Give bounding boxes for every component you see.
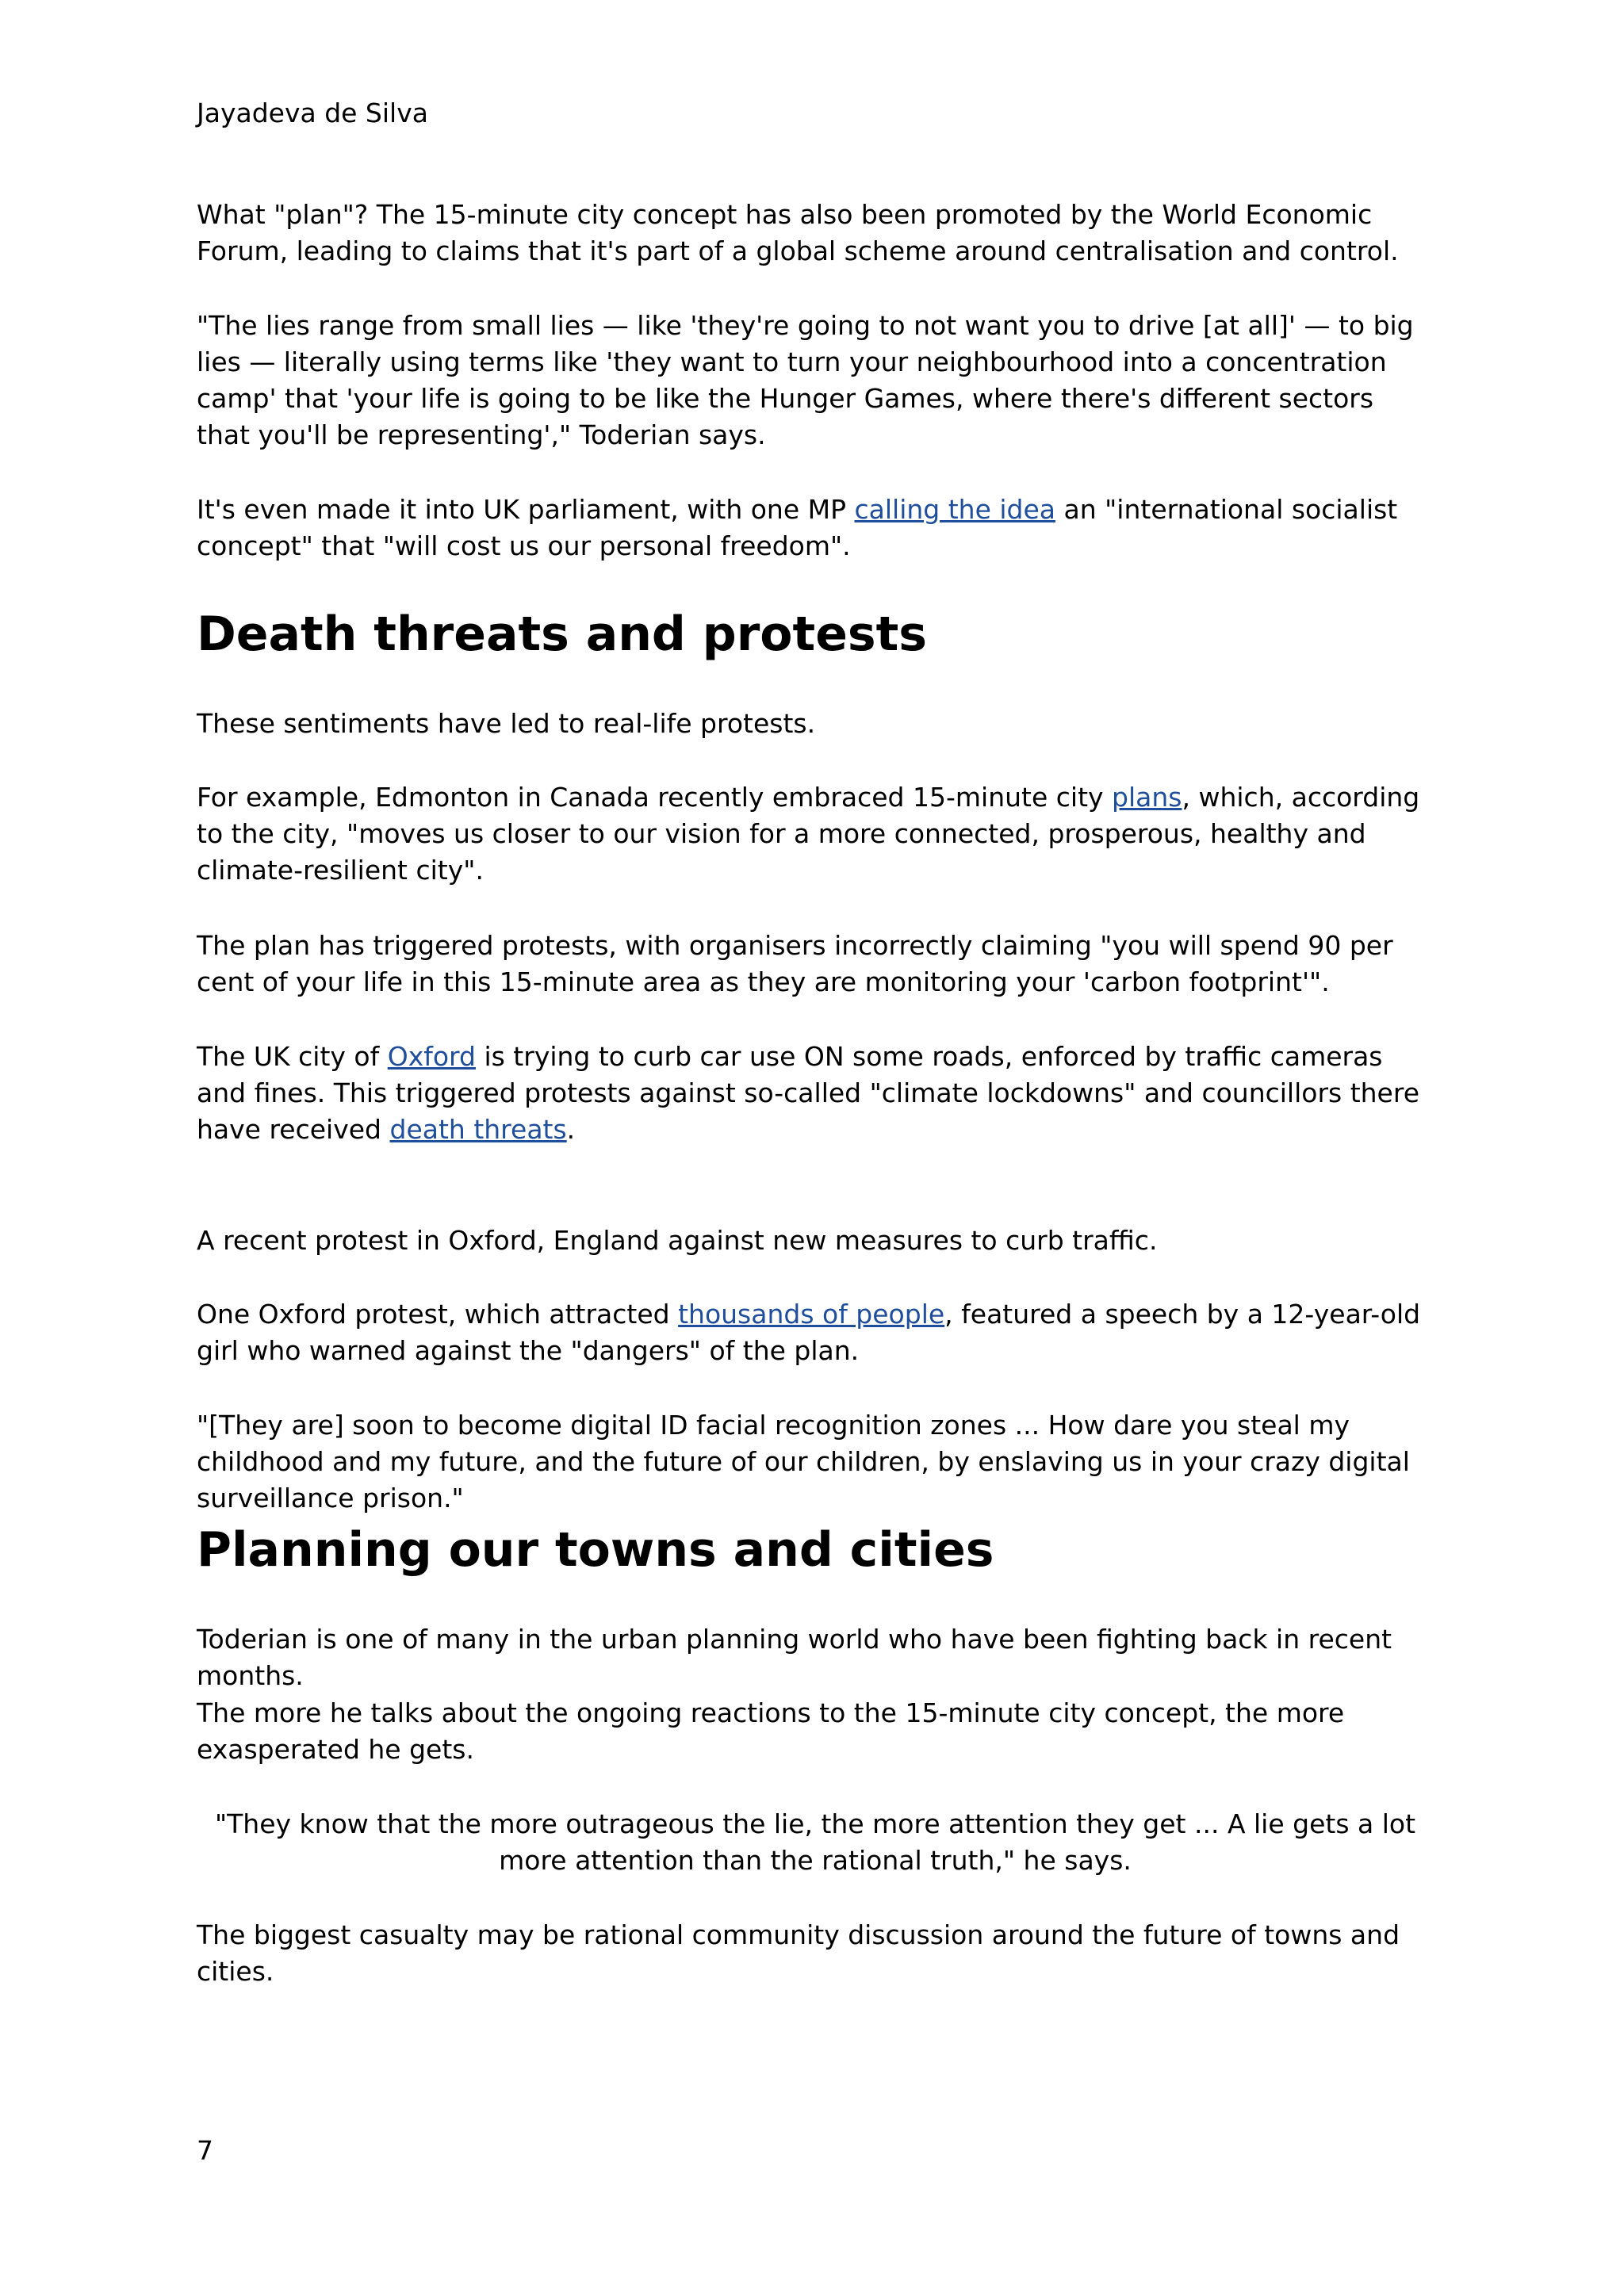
paragraph: "[They are] soon to become digital ID facial recognition zones ... How dare you steal my childhood and my future, and the future of our children, by enslaving us in your crazy digital surveillance prison." (197, 1410, 1410, 1513)
paragraph (197, 1296, 1434, 1369)
paragraph: The plan has triggered protests, with organisers incorrectly claiming "you will spend 90 per cent of your life in this 15-minute area as they are monitoring your 'carbon footprint'". (197, 930, 1393, 997)
death-threats-link[interactable]: death threats (389, 1114, 567, 1145)
pull-quote: "They know that the more outrageous the lie, the more attention they get ... A lie gets a lot more attention than the rational truth," he says. (214, 1808, 1416, 1876)
paragraph: The biggest casualty may be rational community discussion around the future of towns and cities. (197, 1919, 1400, 1987)
section-heading-death-threats: Death threats and protests (197, 607, 928, 662)
header-author: Jayadeva de Silva (197, 98, 428, 128)
plans-link[interactable]: plans (1112, 782, 1182, 813)
paragraph: The more he talks about the ongoing reactions to the 15-minute city concept, the more exasperated he gets. (197, 1697, 1345, 1765)
thousands-of-people-link[interactable]: thousands of people (678, 1299, 945, 1330)
paragraph: These sentiments have led to real-life protests. (197, 708, 816, 739)
paragraph-text: The UK city of (197, 1041, 388, 1072)
paragraph: Toderian is one of many in the urban planning world who have been fighting back in recent months. (197, 1624, 1392, 1691)
page-number: 7 (197, 2135, 213, 2166)
paragraph-text: , which, according to the city, "moves us closer to our vision for a more connected, prosperous, healthy and climate-resilient city". (197, 782, 1420, 886)
calling-the-idea-link[interactable]: calling the idea (854, 494, 1056, 525)
paragraph-text: an "international socialist concept" that "will cost us our personal freedom". (197, 494, 1398, 561)
paragraph (197, 779, 1434, 889)
oxford-link[interactable]: Oxford (387, 1041, 476, 1072)
paragraph: "The lies range from small lies — like 'they're going to not want you to drive [at all]' — to big lies — literally using terms like 'they want to turn your neighbourhood into a concentration camp' that 'your life is going to be like the Hunger Games, where there's different sectors that you'll be representing'," Toderian says. (197, 310, 1414, 450)
paragraph-text: For example, Edmonton in Canada recently embraced 15-minute city (197, 782, 1113, 813)
paragraph (197, 1039, 1434, 1148)
paragraph-text: One Oxford protest, which attracted (197, 1299, 679, 1330)
paragraph-text: , featured a speech by a 12-year-old girl who warned against the "dangers" of the plan. (197, 1299, 1421, 1366)
paragraph-text: is trying to curb car use ON some roads, enforced by traffic cameras and fines. This triggered protests against so-called "climate lockdowns" and councillors there have received (197, 1041, 1420, 1145)
section-heading-planning: Planning our towns and cities (197, 1522, 994, 1578)
paragraph (197, 492, 1434, 564)
paragraph-text: It's even made it into UK parliament, with one MP (197, 494, 855, 525)
paragraph: What "plan"? The 15-minute city concept has also been promoted by the World Economic Forum, leading to claims that it's part of a global scheme around centralisation and control. (197, 199, 1399, 266)
paragraph-text: . (566, 1114, 576, 1145)
image-caption: A recent protest in Oxford, England against new measures to curb traffic. (197, 1225, 1158, 1256)
